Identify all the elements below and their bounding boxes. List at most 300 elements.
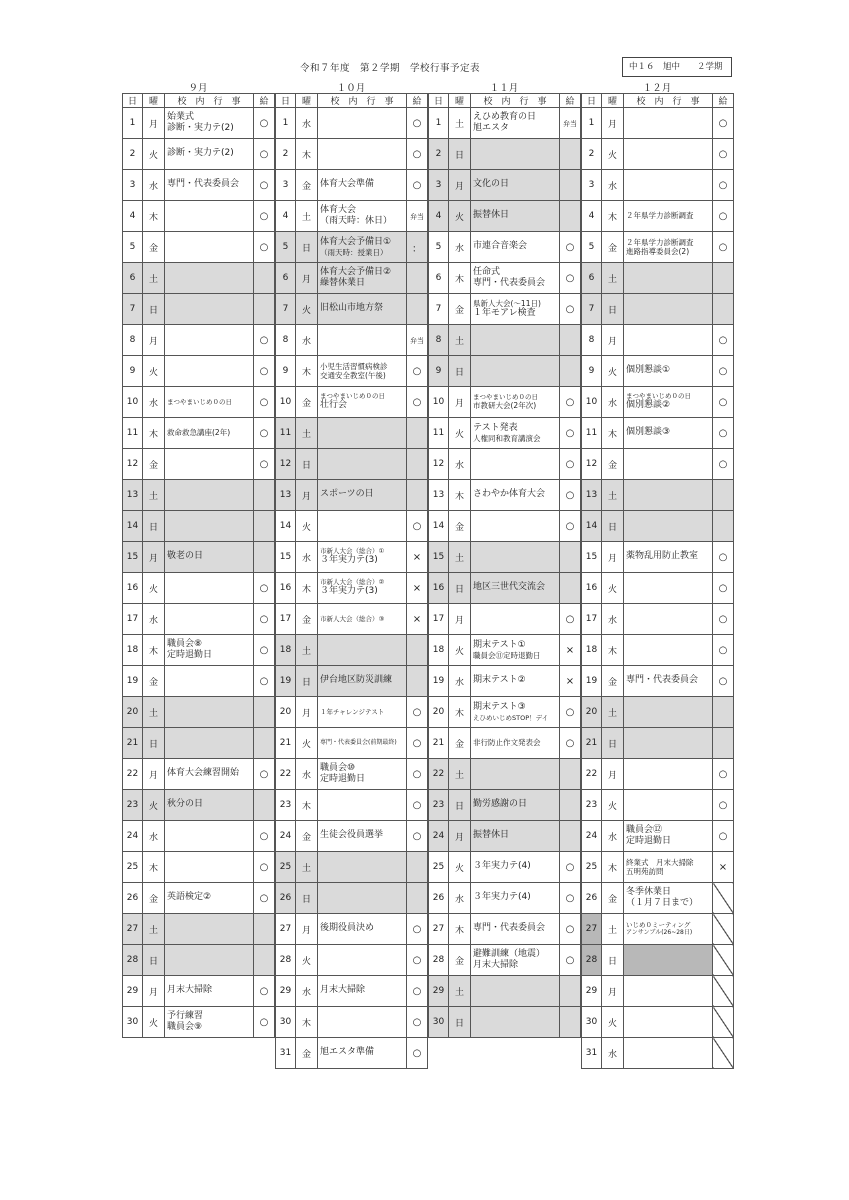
weekday: 月 bbox=[296, 914, 318, 945]
event-text: 秋分の日 bbox=[167, 799, 204, 810]
day-row bbox=[429, 573, 581, 604]
weekday: 水 bbox=[296, 759, 318, 790]
day-row bbox=[276, 356, 428, 387]
event-cell bbox=[318, 387, 407, 418]
day-row bbox=[123, 263, 275, 294]
lunch-mark: ○ bbox=[713, 790, 734, 821]
lunch-mark: ○ bbox=[254, 976, 275, 1007]
day-row bbox=[582, 1038, 734, 1069]
day-row bbox=[582, 232, 734, 263]
day-row bbox=[429, 759, 581, 790]
day-row bbox=[582, 294, 734, 325]
event-text: 冬季休業日 bbox=[626, 886, 672, 897]
header-weekday: 曜 bbox=[602, 94, 624, 108]
day-row bbox=[123, 573, 275, 604]
day-row bbox=[123, 945, 275, 976]
day-number: 12 bbox=[429, 449, 449, 480]
weekday: 土 bbox=[449, 759, 471, 790]
event-text: まつやまいじめ０の日 bbox=[320, 392, 385, 401]
weekday: 土 bbox=[143, 480, 165, 511]
weekday: 火 bbox=[449, 852, 471, 883]
weekday: 日 bbox=[143, 945, 165, 976]
day-row bbox=[276, 883, 428, 914]
event-text: 期末テスト② bbox=[473, 675, 526, 686]
event-text: 振替休日 bbox=[473, 210, 510, 221]
day-number: 29 bbox=[582, 976, 602, 1007]
event-cell bbox=[471, 635, 560, 666]
event-text: 進路指導委員会(2) bbox=[626, 247, 690, 256]
day-number: 24 bbox=[582, 821, 602, 852]
day-row bbox=[582, 263, 734, 294]
day-number: 3 bbox=[276, 170, 296, 201]
lunch-mark bbox=[560, 139, 581, 170]
lunch-mark: ○ bbox=[713, 232, 734, 263]
event-cell bbox=[318, 883, 407, 914]
day-number: 29 bbox=[276, 976, 296, 1007]
day-row bbox=[582, 759, 734, 790]
lunch-mark: ○ bbox=[713, 108, 734, 139]
event-cell bbox=[471, 449, 560, 480]
day-row bbox=[123, 976, 275, 1007]
weekday: 金 bbox=[143, 666, 165, 697]
lunch-mark: ○ bbox=[713, 325, 734, 356]
day-row bbox=[123, 511, 275, 542]
weekday: 水 bbox=[143, 604, 165, 635]
lunch-mark: ○ bbox=[407, 728, 428, 759]
day-number: 6 bbox=[123, 263, 143, 294]
day-row bbox=[123, 542, 275, 573]
event-cell bbox=[165, 232, 254, 263]
day-row bbox=[276, 976, 428, 1007]
event-text: （雨天時：休日） bbox=[320, 216, 393, 226]
event-text: 地区三世代交流会 bbox=[473, 582, 546, 593]
day-number: 2 bbox=[123, 139, 143, 170]
event-cell bbox=[624, 108, 713, 139]
lunch-mark: ○ bbox=[560, 263, 581, 294]
day-row bbox=[429, 232, 581, 263]
day-number: 23 bbox=[123, 790, 143, 821]
day-number: 20 bbox=[276, 697, 296, 728]
weekday: 月 bbox=[296, 263, 318, 294]
day-row bbox=[582, 418, 734, 449]
event-cell bbox=[318, 356, 407, 387]
weekday: 火 bbox=[296, 728, 318, 759]
event-text: 英語検定② bbox=[167, 892, 212, 903]
day-number: 29 bbox=[123, 976, 143, 1007]
day-row bbox=[582, 821, 734, 852]
lunch-mark: ○ bbox=[560, 232, 581, 263]
day-row bbox=[429, 387, 581, 418]
header-day: 日 bbox=[276, 94, 296, 108]
event-cell bbox=[624, 139, 713, 170]
event-cell bbox=[165, 418, 254, 449]
day-number: 26 bbox=[582, 883, 602, 914]
event-cell bbox=[318, 325, 407, 356]
event-text: 個別懇談① bbox=[626, 365, 671, 376]
event-text: 定時退勤日 bbox=[167, 650, 213, 660]
weekday: 水 bbox=[296, 976, 318, 1007]
lunch-mark bbox=[560, 356, 581, 387]
day-number: 11 bbox=[276, 418, 296, 449]
event-cell bbox=[165, 573, 254, 604]
day-row bbox=[276, 232, 428, 263]
event-cell bbox=[318, 914, 407, 945]
event-text: ３年実力テ(4) bbox=[473, 892, 531, 903]
day-number: 16 bbox=[123, 573, 143, 604]
event-cell bbox=[318, 170, 407, 201]
day-row bbox=[582, 356, 734, 387]
day-number: 17 bbox=[429, 604, 449, 635]
weekday: 日 bbox=[296, 232, 318, 263]
header-events: 校 内 行 事 bbox=[624, 94, 713, 108]
weekday: 月 bbox=[449, 604, 471, 635]
header-events: 校 内 行 事 bbox=[165, 94, 254, 108]
day-row bbox=[429, 697, 581, 728]
day-row bbox=[582, 201, 734, 232]
month-table bbox=[122, 93, 275, 1038]
weekday: 土 bbox=[449, 325, 471, 356]
event-cell bbox=[318, 852, 407, 883]
day-row bbox=[276, 294, 428, 325]
weekday: 水 bbox=[449, 449, 471, 480]
lunch-mark: × bbox=[407, 604, 428, 635]
header-weekday: 曜 bbox=[143, 94, 165, 108]
day-number: 1 bbox=[123, 108, 143, 139]
day-number: 2 bbox=[582, 139, 602, 170]
weekday: 月 bbox=[449, 821, 471, 852]
event-text: 五明苑訪問 bbox=[626, 867, 664, 876]
day-number: 2 bbox=[429, 139, 449, 170]
lunch-mark bbox=[560, 821, 581, 852]
day-number: 9 bbox=[429, 356, 449, 387]
lunch-mark: ○ bbox=[407, 914, 428, 945]
day-row bbox=[276, 759, 428, 790]
event-cell bbox=[471, 790, 560, 821]
day-row bbox=[276, 325, 428, 356]
event-cell bbox=[165, 511, 254, 542]
event-text: 小児生活習慣病検診 bbox=[320, 361, 388, 371]
month-label: １２月 bbox=[642, 83, 672, 94]
lunch-mark bbox=[254, 263, 275, 294]
day-row bbox=[429, 418, 581, 449]
event-text: 敬老の日 bbox=[167, 551, 204, 562]
event-text: １年チャレンジテスト bbox=[320, 707, 385, 716]
event-text: 体育大会準備 bbox=[320, 179, 375, 190]
day-number: 9 bbox=[276, 356, 296, 387]
event-cell bbox=[624, 697, 713, 728]
day-number: 5 bbox=[582, 232, 602, 263]
weekday: 木 bbox=[602, 418, 624, 449]
weekday: 火 bbox=[602, 790, 624, 821]
day-number: 22 bbox=[582, 759, 602, 790]
weekday: 土 bbox=[449, 976, 471, 1007]
event-text: 始業式 bbox=[167, 111, 195, 122]
lunch-mark: ○ bbox=[254, 232, 275, 263]
weekday: 水 bbox=[449, 666, 471, 697]
day-row bbox=[429, 852, 581, 883]
event-cell bbox=[318, 480, 407, 511]
day-number: 21 bbox=[276, 728, 296, 759]
event-cell bbox=[471, 108, 560, 139]
day-row bbox=[276, 914, 428, 945]
event-text: （雨天時：授業日） bbox=[320, 247, 388, 257]
lunch-mark: ○ bbox=[713, 139, 734, 170]
lunch-mark: ○ bbox=[560, 511, 581, 542]
day-number: 25 bbox=[429, 852, 449, 883]
day-number: 28 bbox=[429, 945, 449, 976]
day-number: 16 bbox=[276, 573, 296, 604]
lunch-mark bbox=[407, 635, 428, 666]
day-row bbox=[276, 1007, 428, 1038]
day-number: 4 bbox=[429, 201, 449, 232]
day-number: 14 bbox=[429, 511, 449, 542]
event-text: 旧松山市地方祭 bbox=[320, 303, 384, 314]
event-cell bbox=[624, 232, 713, 263]
event-text: アンサンブル(26~28日) bbox=[626, 929, 693, 937]
lunch-mark: ○ bbox=[407, 697, 428, 728]
day-row bbox=[276, 201, 428, 232]
day-row bbox=[276, 821, 428, 852]
weekday: 土 bbox=[143, 697, 165, 728]
lunch-mark: ○ bbox=[254, 170, 275, 201]
lunch-mark bbox=[713, 263, 734, 294]
event-text: 職員会⑧ bbox=[167, 638, 203, 649]
lunch-mark: ○ bbox=[713, 449, 734, 480]
event-cell bbox=[165, 821, 254, 852]
lunch-mark: ○ bbox=[254, 387, 275, 418]
event-text: 体育大会練習開始 bbox=[167, 768, 240, 779]
day-number: 6 bbox=[276, 263, 296, 294]
weekday: 火 bbox=[602, 1007, 624, 1038]
day-number: 31 bbox=[276, 1038, 296, 1069]
weekday: 日 bbox=[602, 294, 624, 325]
lunch-mark bbox=[254, 511, 275, 542]
day-row bbox=[429, 356, 581, 387]
day-row bbox=[429, 139, 581, 170]
day-number: 14 bbox=[582, 511, 602, 542]
event-text: 体育大会予備日① bbox=[320, 236, 392, 247]
event-text: 期末テスト③ bbox=[473, 702, 526, 713]
lunch-mark: ○ bbox=[560, 852, 581, 883]
event-cell bbox=[471, 263, 560, 294]
event-text: 避難訓練（地震） bbox=[473, 948, 546, 959]
day-number: 1 bbox=[582, 108, 602, 139]
event-cell bbox=[165, 387, 254, 418]
event-cell bbox=[165, 1007, 254, 1038]
day-row bbox=[123, 666, 275, 697]
day-number: 7 bbox=[582, 294, 602, 325]
lunch-mark bbox=[560, 170, 581, 201]
weekday: 日 bbox=[296, 883, 318, 914]
day-row bbox=[276, 635, 428, 666]
event-text: まつやまいじめ０の日 bbox=[167, 397, 232, 406]
lunch-mark bbox=[713, 480, 734, 511]
event-text: 壮行会 bbox=[320, 400, 348, 411]
event-text: テスト発表 bbox=[473, 422, 518, 433]
lunch-mark bbox=[560, 201, 581, 232]
header-events: 校 内 行 事 bbox=[471, 94, 560, 108]
weekday: 月 bbox=[143, 108, 165, 139]
weekday: 水 bbox=[143, 170, 165, 201]
event-cell bbox=[471, 759, 560, 790]
day-number: 10 bbox=[429, 387, 449, 418]
day-number: 15 bbox=[123, 542, 143, 573]
day-row bbox=[429, 821, 581, 852]
event-text: 救命救急講座(2年) bbox=[167, 428, 231, 438]
day-row bbox=[582, 635, 734, 666]
day-row bbox=[123, 480, 275, 511]
day-row bbox=[276, 511, 428, 542]
event-text: 振替休日 bbox=[473, 830, 510, 841]
event-cell bbox=[471, 697, 560, 728]
day-row bbox=[276, 790, 428, 821]
day-number: 18 bbox=[429, 635, 449, 666]
day-number: 27 bbox=[582, 914, 602, 945]
day-number: 13 bbox=[582, 480, 602, 511]
lunch-mark: ○ bbox=[713, 356, 734, 387]
lunch-mark bbox=[407, 480, 428, 511]
event-cell bbox=[471, 325, 560, 356]
lunch-mark bbox=[254, 480, 275, 511]
day-number: 13 bbox=[276, 480, 296, 511]
lunch-mark bbox=[254, 914, 275, 945]
event-cell bbox=[624, 387, 713, 418]
day-number: 27 bbox=[276, 914, 296, 945]
day-number: 23 bbox=[429, 790, 449, 821]
lunch-mark: × bbox=[560, 635, 581, 666]
month-label: １１月 bbox=[489, 83, 519, 94]
event-cell bbox=[471, 914, 560, 945]
lunch-mark: ○ bbox=[254, 604, 275, 635]
header-lunch: 給 bbox=[713, 94, 734, 108]
day-row bbox=[582, 108, 734, 139]
event-text: 専門・代表委員会(前期最終) bbox=[320, 739, 397, 747]
lunch-mark bbox=[713, 1038, 734, 1069]
event-cell bbox=[471, 1007, 560, 1038]
day-number: 20 bbox=[429, 697, 449, 728]
weekday: 金 bbox=[143, 449, 165, 480]
month-label: １０月 bbox=[336, 83, 366, 94]
event-text: 人権同和教育講演会 bbox=[473, 433, 541, 443]
lunch-mark: ○ bbox=[713, 542, 734, 573]
lunch-mark: ○ bbox=[254, 1007, 275, 1038]
day-row bbox=[276, 852, 428, 883]
day-number: 6 bbox=[582, 263, 602, 294]
day-number: 11 bbox=[582, 418, 602, 449]
event-cell bbox=[624, 1007, 713, 1038]
event-cell bbox=[318, 759, 407, 790]
weekday: 木 bbox=[296, 1007, 318, 1038]
weekday: 水 bbox=[296, 325, 318, 356]
lunch-mark: ○ bbox=[254, 883, 275, 914]
weekday: 日 bbox=[449, 139, 471, 170]
event-cell bbox=[318, 666, 407, 697]
header-weekday: 曜 bbox=[296, 94, 318, 108]
event-text: 伊台地区防災訓練 bbox=[320, 675, 393, 686]
event-text: 専門・代表委員会 bbox=[626, 675, 699, 686]
event-text: えひめ教育の日 bbox=[473, 111, 537, 122]
day-row bbox=[276, 449, 428, 480]
day-row bbox=[429, 542, 581, 573]
event-cell bbox=[471, 511, 560, 542]
day-number: 26 bbox=[123, 883, 143, 914]
day-number: 11 bbox=[429, 418, 449, 449]
lunch-mark bbox=[713, 697, 734, 728]
weekday: 日 bbox=[296, 449, 318, 480]
lunch-mark: ○ bbox=[254, 356, 275, 387]
day-number: 4 bbox=[276, 201, 296, 232]
day-row bbox=[429, 1007, 581, 1038]
event-cell bbox=[165, 852, 254, 883]
day-row bbox=[582, 480, 734, 511]
event-cell bbox=[165, 728, 254, 759]
event-cell bbox=[165, 139, 254, 170]
weekday: 金 bbox=[296, 604, 318, 635]
day-number: 20 bbox=[123, 697, 143, 728]
weekday: 土 bbox=[296, 418, 318, 449]
event-cell bbox=[624, 418, 713, 449]
event-cell bbox=[165, 542, 254, 573]
event-text: 月末大掃除 bbox=[167, 985, 213, 996]
weekday: 月 bbox=[602, 759, 624, 790]
weekday: 木 bbox=[449, 263, 471, 294]
day-row bbox=[276, 418, 428, 449]
event-cell bbox=[624, 666, 713, 697]
day-row bbox=[123, 883, 275, 914]
event-text: 勤労感謝の日 bbox=[473, 799, 528, 810]
day-number: 7 bbox=[123, 294, 143, 325]
event-text: さわやか体育大会 bbox=[473, 489, 546, 500]
day-number: 18 bbox=[123, 635, 143, 666]
day-row bbox=[429, 790, 581, 821]
weekday: 月 bbox=[449, 387, 471, 418]
weekday: 金 bbox=[449, 294, 471, 325]
day-row bbox=[582, 976, 734, 1007]
weekday: 月 bbox=[296, 480, 318, 511]
event-text: 生徒会役員選挙 bbox=[320, 830, 384, 841]
lunch-mark: ○ bbox=[407, 790, 428, 821]
day-row bbox=[582, 728, 734, 759]
event-cell bbox=[165, 263, 254, 294]
event-cell bbox=[318, 635, 407, 666]
day-number: 27 bbox=[429, 914, 449, 945]
event-cell bbox=[165, 883, 254, 914]
weekday: 木 bbox=[296, 139, 318, 170]
event-text: ３年実力テ(4) bbox=[473, 861, 531, 872]
event-cell bbox=[624, 542, 713, 573]
day-row bbox=[123, 821, 275, 852]
day-number: 8 bbox=[276, 325, 296, 356]
day-row bbox=[123, 604, 275, 635]
event-text: えひめいじめSTOP！デイ bbox=[473, 713, 549, 722]
lunch-mark: ○ bbox=[407, 108, 428, 139]
lunch-mark bbox=[254, 945, 275, 976]
weekday: 火 bbox=[143, 139, 165, 170]
lunch-mark: ○ bbox=[560, 449, 581, 480]
event-text: 終業式 月末大掃除 bbox=[626, 857, 694, 867]
event-text: 診断・実力テ(2) bbox=[167, 148, 234, 159]
event-text: 任命式 bbox=[473, 266, 501, 277]
event-text: まつやまいじめ０の日 bbox=[473, 393, 538, 402]
lunch-mark: ○ bbox=[560, 604, 581, 635]
lunch-mark: ○ bbox=[407, 511, 428, 542]
weekday: 土 bbox=[602, 263, 624, 294]
day-number: 17 bbox=[582, 604, 602, 635]
event-cell bbox=[318, 139, 407, 170]
event-cell bbox=[624, 728, 713, 759]
day-number: 17 bbox=[123, 604, 143, 635]
lunch-mark: 弁当 bbox=[560, 108, 581, 139]
